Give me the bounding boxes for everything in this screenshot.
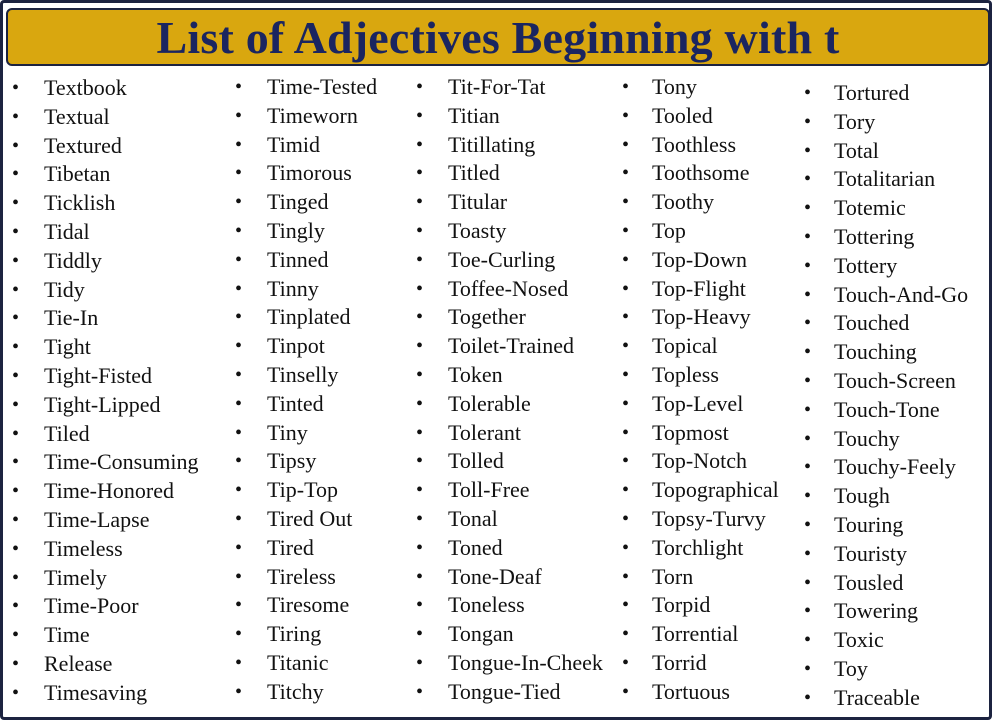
bullet-icon: • xyxy=(416,277,424,300)
adjective-word: Tousled xyxy=(834,569,904,595)
adjective-word: Toothless xyxy=(652,131,737,157)
bullet-icon: • xyxy=(12,624,20,647)
adjective-word: Toilet-Trained xyxy=(448,333,574,359)
adjective-word: Tiresome xyxy=(267,592,350,618)
bullet-icon: • xyxy=(416,104,424,127)
adjective-word: Touch-Tone xyxy=(834,396,940,422)
adjective-word: Touring xyxy=(834,511,904,537)
adjective-word: Titled xyxy=(448,160,500,186)
bullet-icon: • xyxy=(804,600,812,623)
bullet-icon: • xyxy=(622,248,630,271)
bullet-icon: • xyxy=(12,77,20,99)
adjective-word: Tipsy xyxy=(267,448,317,474)
bullet-icon: • xyxy=(235,335,243,358)
adjective-word: Traceable xyxy=(834,684,920,710)
bullet-icon: • xyxy=(12,163,20,186)
adjective-word: Tonal xyxy=(448,505,498,531)
adjective-word: Topmost xyxy=(652,419,729,445)
adjective-word: Top-Heavy xyxy=(652,304,751,330)
bullet-icon: • xyxy=(622,363,630,386)
bullet-icon: • xyxy=(235,421,243,444)
adjective-word: Torchlight xyxy=(652,534,744,560)
adjective-word: Token xyxy=(448,361,503,387)
bullet-icon: • xyxy=(12,595,20,618)
adjective-word: Torrid xyxy=(652,649,707,675)
adjective-word: Torpid xyxy=(652,592,711,618)
bullet-icon: • xyxy=(804,168,812,191)
bullet-icon: • xyxy=(12,508,20,531)
adjective-word: Top-Notch xyxy=(652,448,747,474)
bullet-icon: • xyxy=(235,191,243,214)
adjective-word: Titian xyxy=(448,102,500,128)
bullet-icon: • xyxy=(416,335,424,358)
adjective-word: Time xyxy=(44,622,90,648)
adjective-word: Tone-Deaf xyxy=(448,563,542,589)
adjective-word: Tortured xyxy=(834,80,910,105)
adjective-word: Timesaving xyxy=(44,679,148,705)
adjective-word: Tough xyxy=(834,483,890,509)
adjective-word: Top xyxy=(652,217,686,243)
bullet-icon: • xyxy=(416,507,424,530)
adjective-word: Toasty xyxy=(448,217,507,243)
bullet-icon: • xyxy=(622,479,630,502)
bullet-icon: • xyxy=(416,248,424,271)
bullet-icon: • xyxy=(804,456,812,479)
adjective-word: Topographical xyxy=(652,477,779,503)
adjective-word: Tongue-Tied xyxy=(448,678,561,704)
bullet-icon: • xyxy=(804,657,812,680)
adjective-word: Tinny xyxy=(267,275,319,301)
bullet-icon: • xyxy=(12,220,20,243)
bullet-icon: • xyxy=(12,422,20,445)
bullet-icon: • xyxy=(235,450,243,473)
adjective-word: Topical xyxy=(652,333,718,359)
adjective-word: Tinpot xyxy=(267,333,325,359)
adjective-word: Towering xyxy=(834,598,918,624)
adjective-word: Tight-Lipped xyxy=(44,391,161,417)
bullet-icon: • xyxy=(804,427,812,450)
bullet-icon: • xyxy=(622,651,630,674)
adjective-word: Tidy xyxy=(44,276,85,302)
bullet-icon: • xyxy=(235,306,243,329)
bullet-icon: • xyxy=(622,421,630,444)
bullet-icon: • xyxy=(622,104,630,127)
bullet-icon: • xyxy=(235,133,243,156)
bullet-icon: • xyxy=(235,162,243,185)
bullet-icon: • xyxy=(622,450,630,473)
bullet-icon: • xyxy=(235,507,243,530)
adjective-word: Tight xyxy=(44,334,91,360)
bullet-icon: • xyxy=(622,133,630,156)
adjective-word: Touchy-Feely xyxy=(834,454,956,480)
adjective-word: Tiny xyxy=(267,419,308,445)
bullet-icon: • xyxy=(12,278,20,301)
bullet-icon: • xyxy=(622,277,630,300)
adjective-word: Titanic xyxy=(267,649,329,675)
adjective-word: Tireless xyxy=(267,563,336,589)
bullet-icon: • xyxy=(235,536,243,559)
adjective-word: Textured xyxy=(44,132,122,158)
adjective-word: Touchy xyxy=(834,425,900,451)
bullet-icon: • xyxy=(12,681,20,704)
bullet-icon: • xyxy=(416,651,424,674)
bullet-icon: • xyxy=(416,306,424,329)
bullet-icon: • xyxy=(622,76,630,98)
adjective-word: Time-Honored xyxy=(44,478,174,504)
adjective-word: Torrential xyxy=(652,621,739,647)
adjective-word: Tory xyxy=(834,108,876,134)
adjective-word: Touching xyxy=(834,339,917,365)
adjective-word: Toothsome xyxy=(652,160,750,186)
bullet-icon: • xyxy=(12,537,20,560)
bullet-icon: • xyxy=(622,536,630,559)
adjective-word: Tired xyxy=(267,534,314,560)
bullet-icon: • xyxy=(622,162,630,185)
adjective-word: Time-Tested xyxy=(267,74,378,99)
adjective-word: Timid xyxy=(267,131,321,157)
bullet-icon: • xyxy=(804,312,812,335)
bullet-icon: • xyxy=(416,594,424,617)
bullet-icon: • xyxy=(12,364,20,387)
adjective-word: Totalitarian xyxy=(834,166,936,192)
bullet-icon: • xyxy=(622,306,630,329)
adjective-word: Tooled xyxy=(652,102,713,128)
bullet-icon: • xyxy=(235,392,243,415)
adjective-word: Toe-Curling xyxy=(448,246,556,272)
page-title: List of Adjectives Beginning with t xyxy=(156,11,840,63)
adjective-word: Ticklish xyxy=(44,190,116,216)
adjective-word: Top-Flight xyxy=(652,275,746,301)
bullet-icon: • xyxy=(416,162,424,185)
bullet-icon: • xyxy=(235,104,243,127)
adjective-word: Time-Poor xyxy=(44,593,139,619)
bullet-icon: • xyxy=(12,393,20,416)
bullet-icon: • xyxy=(804,629,812,652)
adjective-word: Tolerable xyxy=(448,390,531,416)
bullet-icon: • xyxy=(12,192,20,215)
bullet-icon: • xyxy=(804,398,812,421)
bullet-icon: • xyxy=(804,82,812,104)
bullet-icon: • xyxy=(416,191,424,214)
adjective-word: Time-Lapse xyxy=(44,506,150,532)
bullet-icon: • xyxy=(804,369,812,392)
bullet-icon: • xyxy=(235,76,243,98)
adjective-word: Touristy xyxy=(834,540,908,566)
adjective-word: Time-Consuming xyxy=(44,449,199,475)
adjective-word: Tolled xyxy=(448,448,504,474)
bullet-icon: • xyxy=(235,219,243,242)
bullet-icon: • xyxy=(235,248,243,271)
adjective-word: Top-Level xyxy=(652,390,744,416)
adjective-word: Tired Out xyxy=(267,505,353,531)
bullet-icon: • xyxy=(416,623,424,646)
bullet-icon: • xyxy=(416,219,424,242)
adjective-word: Tinplated xyxy=(267,304,351,330)
adjective-word: Tinged xyxy=(267,189,329,215)
adjective-word: Toothy xyxy=(652,189,715,215)
bullet-icon: • xyxy=(804,283,812,306)
adjective-word: Tinted xyxy=(267,390,324,416)
bullet-icon: • xyxy=(235,565,243,588)
adjective-word: Topsy-Turvy xyxy=(652,505,766,531)
adjective-word: Torn xyxy=(652,563,694,589)
adjective-word: Tony xyxy=(652,74,697,99)
bullet-icon: • xyxy=(235,479,243,502)
adjective-word: Release xyxy=(44,650,113,676)
adjective-word: Titillating xyxy=(448,131,536,157)
bullet-icon: • xyxy=(12,652,20,675)
bullet-icon: • xyxy=(12,336,20,359)
adjective-word: Touch-Screen xyxy=(834,367,956,393)
adjective-word: Tight-Fisted xyxy=(44,362,153,388)
adjective-word: Toll-Free xyxy=(448,477,530,503)
title-banner xyxy=(6,8,990,66)
adjective-word: Tinned xyxy=(267,246,329,272)
bullet-icon: • xyxy=(622,335,630,358)
bullet-icon: • xyxy=(804,686,812,709)
bullet-icon: • xyxy=(622,565,630,588)
bullet-icon: • xyxy=(416,76,424,98)
bullet-icon: • xyxy=(804,254,812,277)
bullet-icon: • xyxy=(235,594,243,617)
bullet-icon: • xyxy=(622,594,630,617)
bullet-icon: • xyxy=(12,307,20,330)
adjective-word: Toneless xyxy=(448,592,525,618)
bullet-icon: • xyxy=(235,363,243,386)
bullet-icon: • xyxy=(12,480,20,503)
bullet-icon: • xyxy=(235,623,243,646)
bullet-icon: • xyxy=(416,450,424,473)
adjective-word: Toffee-Nosed xyxy=(448,275,569,301)
adjective-word: Tortuous xyxy=(652,678,730,704)
adjective-word: Touch-And-Go xyxy=(834,281,969,307)
adjective-word: Textbook xyxy=(44,75,127,100)
adjective-word: Timely xyxy=(44,564,107,590)
bullet-icon: • xyxy=(416,363,424,386)
adjective-word: Titchy xyxy=(267,678,324,704)
adjective-word: Tottery xyxy=(834,252,898,278)
bullet-icon: • xyxy=(416,565,424,588)
adjective-word: Tip-Top xyxy=(267,477,339,503)
adjective-word: Toxic xyxy=(834,627,884,653)
bullet-icon: • xyxy=(804,139,812,162)
bullet-icon: • xyxy=(622,191,630,214)
adjective-word: Textual xyxy=(44,103,110,129)
bullet-icon: • xyxy=(416,479,424,502)
adjective-word: Tiddly xyxy=(44,247,102,273)
adjective-word: Total xyxy=(834,137,879,163)
bullet-icon: • xyxy=(235,680,243,703)
adjective-word: Totemic xyxy=(834,195,906,221)
bullet-icon: • xyxy=(804,197,812,220)
adjective-word: Tiled xyxy=(44,420,90,446)
bullet-icon: • xyxy=(622,623,630,646)
adjective-word: Timorous xyxy=(267,160,352,186)
adjective-word: Tiring xyxy=(267,621,322,647)
adjective-word: Toned xyxy=(448,534,503,560)
adjective-word: Tie-In xyxy=(44,305,99,331)
adjective-word: Timeworn xyxy=(267,102,358,128)
bullet-icon: • xyxy=(804,571,812,594)
bullet-icon: • xyxy=(622,392,630,415)
adjective-word: Titular xyxy=(448,189,508,215)
bullet-icon: • xyxy=(804,485,812,508)
adjective-word: Tottering xyxy=(834,223,915,249)
bullet-icon: • xyxy=(12,451,20,474)
bullet-icon: • xyxy=(416,421,424,444)
adjective-word: Tongan xyxy=(448,621,514,647)
adjective-word: Topless xyxy=(652,361,719,387)
bullet-icon: • xyxy=(416,536,424,559)
bullet-icon: • xyxy=(12,249,20,272)
bullet-icon: • xyxy=(804,225,812,248)
bullet-icon: • xyxy=(416,392,424,415)
bullet-icon: • xyxy=(622,680,630,703)
bullet-icon: • xyxy=(235,651,243,674)
bullet-icon: • xyxy=(804,341,812,364)
adjective-word: Touched xyxy=(834,310,910,336)
bullet-icon: • xyxy=(416,680,424,703)
bullet-icon: • xyxy=(622,507,630,530)
adjective-word: Tongue-In-Cheek xyxy=(448,649,603,675)
adjective-word: Tolerant xyxy=(448,419,521,445)
adjective-word: Tidal xyxy=(44,218,90,244)
bullet-icon: • xyxy=(622,219,630,242)
bullet-icon: • xyxy=(804,513,812,536)
bullet-icon: • xyxy=(804,110,812,133)
adjective-word: Top-Down xyxy=(652,246,748,272)
bullet-icon: • xyxy=(12,134,20,157)
adjective-word: Tibetan xyxy=(44,161,111,187)
bullet-icon: • xyxy=(12,105,20,128)
adjective-word: Tinselly xyxy=(267,361,339,387)
adjective-word: Timeless xyxy=(44,535,123,561)
adjective-word: Together xyxy=(448,304,526,330)
adjective-word: Toy xyxy=(834,655,868,681)
adjective-word: Tit-For-Tat xyxy=(448,74,546,99)
adjective-word: Tingly xyxy=(267,217,325,243)
bullet-icon: • xyxy=(804,542,812,565)
bullet-icon: • xyxy=(416,133,424,156)
bullet-icon: • xyxy=(235,277,243,300)
bullet-icon: • xyxy=(12,566,20,589)
